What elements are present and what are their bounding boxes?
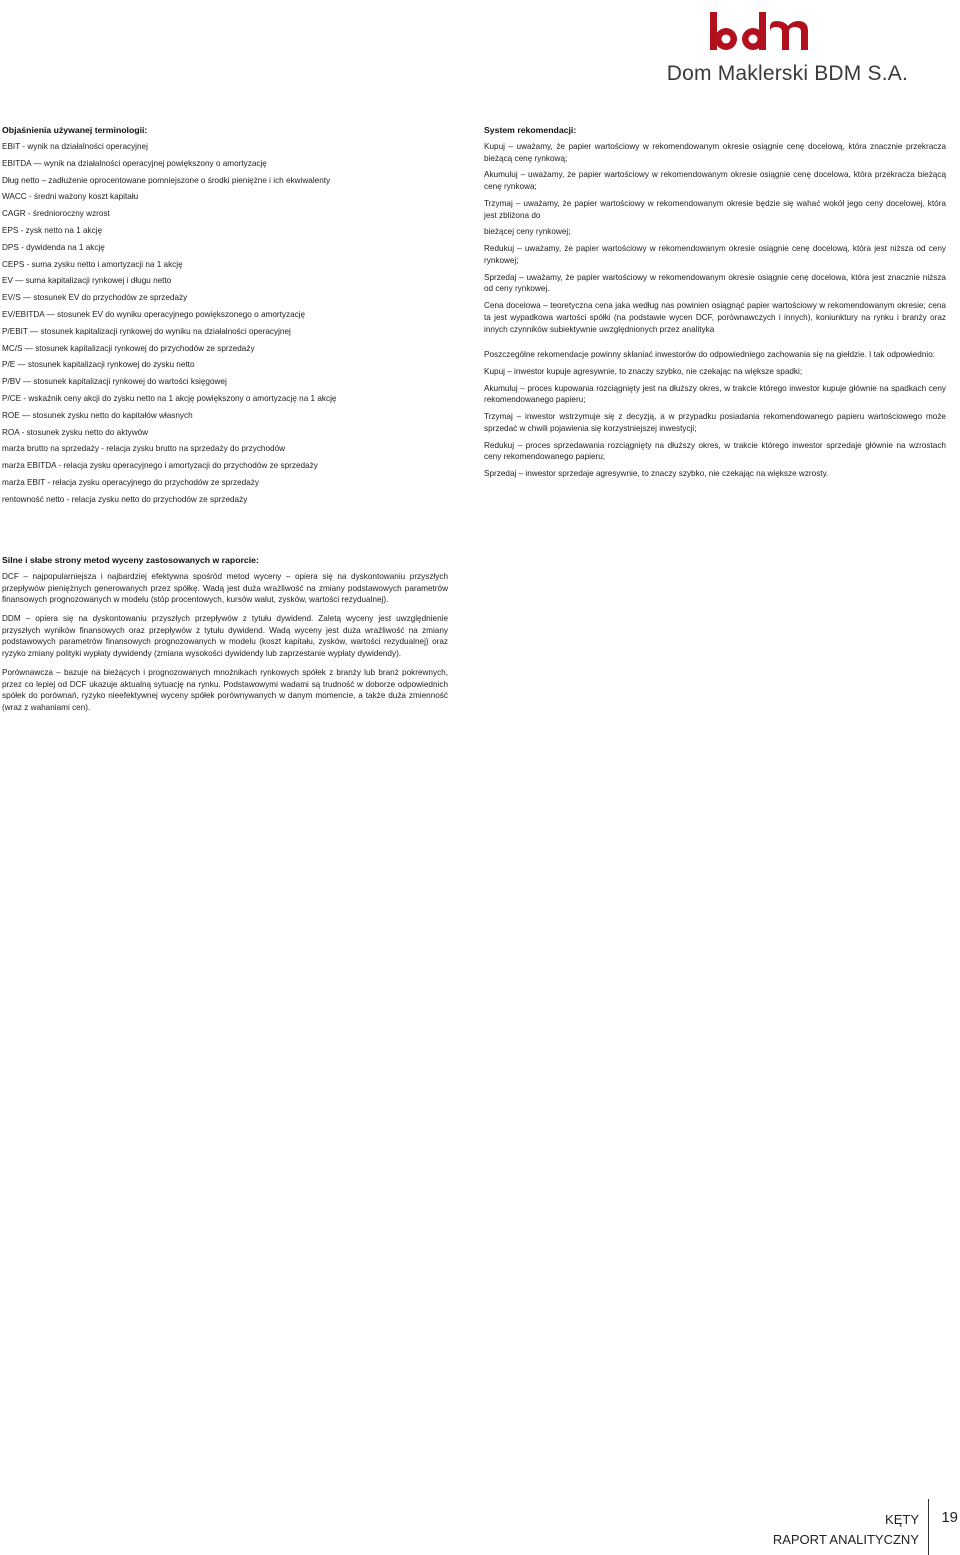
term-item: MC/S — stosunek kapitalizacji rynkowej do przychodów ze sprzedaży <box>2 343 255 353</box>
recommendation-paragraph: Redukuj – proces sprzedawania rozciągnięty na dłuższy okres, w trakcie którego inwestor sprzedaje głównie na wzrostach ceny rekomendowanego papieru; <box>484 440 946 462</box>
recommendation-paragraph: Kupuj – uważamy, że papier wartościowy w rekomendowanym okresie osiągnie cenę docelową, która znacznie przekracza bieżącą cenę rynkową; <box>484 142 946 163</box>
term-item: EV/EBITDA — stosunek EV do wyniku operacyjnego powiększonego o amortyzację <box>2 309 306 319</box>
term-item: P/EBIT — stosunek kapitalizacji rynkowej do wyniku na działalności operacyjnej <box>2 326 291 336</box>
company-name: Dom Maklerski BDM S.A. <box>666 62 908 85</box>
page-number: 19 <box>941 1509 958 1526</box>
recommendation-paragraph: Akumuluj – proces kupowania rozciągnięty jest na dłuższy okres, w trakcie którego inwestor kupuje głównie na spadkach ceny rekomendowanego papieru; <box>484 383 946 405</box>
recommendation-paragraph: Poszczególne rekomendacje powinny skłaniać inwestorów do odpowiedniego zachowania się na giełdzie. I tak odpowiednio: <box>484 350 936 360</box>
recommendation-paragraph: Cena docelowa – teoretyczna cena jaka według nas powinien osiągnąć papier wartościowy w rekomendowanym okresie; cena ta jest wypadkowa wartości spółki (na podstawie wycen DCF, porównawczych i innych), koniunktury na rynku i branży oraz innych czynników subiektywnie uwzględnionych przez analityka <box>484 301 946 334</box>
recommendation-section <box>484 125 946 485</box>
term-item: P/CE - wskaźnik ceny akcji do zysku netto na 1 akcję powiększony o amortyzację na 1 akcję <box>2 393 337 403</box>
method-paragraph: DDM – opiera się na dyskontowaniu przyszłych przepływów z tytułu dywidend. Zaletą wyceny jest uwzględnienie przyszłych wyników finansowych oraz przepływów z tytułu dywidend. Wadą wyceny jest duża wrażliwość na zmiany podstawowych parametrów finansowych prognozowanych w modelu (koszt kapitału, zysków, wartości rezydualnej) oraz ryzyko zmiany polityki wypłaty dywidendy (zmiana wysokości dywidendy lub zaprzestanie wypłaty dywidendy). <box>2 614 448 659</box>
method-paragraph: DCF – najpopularniejsza i najbardziej efektywna spośród metod wyceny – opiera się na dyskontowaniu przyszłych przepływów pieniężnych generowanych przez spółkę. Wadą jest duża wrażliwość na zmiany podstawowych parametrów finansowych prognozowanych w modelu (stóp procentowych, kursów walut, zysków, wartości rezydualnej). <box>2 572 448 605</box>
footer-divider <box>928 1499 929 1555</box>
recommendation-paragraph: Akumuluj – uważamy, że papier wartościowy w rekomendowanym okresie osiągnie cenę docelowa, która przekracza bieżącą cenę rynkowa; <box>484 170 946 192</box>
terminology-section <box>2 125 442 511</box>
footer-company: KĘTY <box>885 1512 919 1527</box>
recommendation-paragraph: Trzymaj – uważamy, że papier wartościowy w rekomendowanym okresie będzie się wahać wokół jego ceny docelowej, która jest zbliżona do <box>484 198 946 220</box>
recommendation-paragraph: Sprzedaj – uważamy, że papier wartościowy w rekomendowanym okresie osiągnie cenę docelowa, która jest znacznie niższa od ceny rynkowej. <box>484 272 946 294</box>
recommendation-paragraph: bieżącej ceny rynkowej; <box>484 227 571 237</box>
term-item: EV/S — stosunek EV do przychodów ze sprzedaży <box>2 293 188 303</box>
term-item: P/E — stosunek kapitalizacji rynkowej do zysku netto <box>2 360 195 370</box>
term-item: EPS - zysk netto na 1 akcję <box>2 225 103 235</box>
bdm-logo <box>618 10 908 90</box>
recommendation-paragraph: Redukuj – uważamy, że papier wartościowy w rekomendowanym okresie osiągnie cenę docelową, która jest niższa od ceny rynkowej; <box>484 244 946 265</box>
term-item: EBITDA — wynik na działalności operacyjnej powiększony o amortyzację <box>2 158 267 168</box>
term-item: marża brutto na sprzedaży - relacja zysku brutto na sprzedaży do przychodów <box>2 444 286 454</box>
terminology-title: Objaśnienia używanej terminologii: <box>2 125 148 135</box>
term-item: marża EBIT - relacja zysku operacyjnego do przychodów ze sprzedaży <box>2 477 259 487</box>
recommendation-paragraph: Sprzedaj – inwestor sprzedaje agresywnie, to znaczy szybko, nie czekając na większe wzrosty. <box>484 469 829 479</box>
footer-report-type: RAPORT ANALITYCZNY <box>772 1532 919 1547</box>
method-paragraph: Porównawcza – bazuje na bieżących i prognozowanych mnożnikach rynkowych spółek z branży lub branż pokrewnych, przez co lepiej od DCF ukazuje aktualną sytuację na rynku. Podstawowymi wadami są trudność w doborze odpowiednich spółek do porównań, ryzyko nieefektywnej wyceny spółek porównywanych w danym momencie, a także duża zmienność (wraz z wahaniami cen). <box>2 668 448 712</box>
term-item: EBIT - wynik na działalności operacyjnej <box>2 142 148 151</box>
term-item: rentowność netto - relacja zysku netto do przychodów ze sprzedaży <box>2 494 248 504</box>
page-footer <box>720 1495 960 1555</box>
term-item: CAGR - średnioroczny wzrost <box>2 209 110 219</box>
bdm-logo-mark <box>708 10 812 56</box>
term-item: EV — suma kapitalizacji rynkowej i długu netto <box>2 276 172 286</box>
recommendation-paragraph: Trzymaj – inwestor wstrzymuje się z decyzją, a w przypadku posiadania rekomendowanego papieru wartościowego może sprzedać w chwili pojawienia się korzystniejszej inwestycji; <box>484 412 946 433</box>
recommendation-paragraph: Kupuj – inwestor kupuje agresywnie, to znaczy szybko, nie czekając na większe spadki; <box>484 366 803 376</box>
term-item: Dług netto – zadłużenie oprocentowane pomniejszone o środki pieniężne i ich ekwiwalenty <box>2 175 331 185</box>
term-item: WACC - średni ważony koszt kapitału <box>2 192 139 202</box>
term-item: DPS - dywidenda na 1 akcję <box>2 242 105 252</box>
term-item: CEPS - suma zysku netto i amortyzacji na 1 akcję <box>2 259 183 269</box>
footer-label <box>773 1510 919 1550</box>
term-item: marża EBITDA - relacja zysku operacyjnego i amortyzacji do przychodów ze sprzedaży <box>2 461 318 471</box>
recommendation-title: System rekomendacji: <box>484 125 577 135</box>
term-item: ROE — stosunek zysku netto do kapitałów własnych <box>2 410 193 420</box>
term-item: P/BV — stosunek kapitalizacji rynkowej do wartości księgowej <box>2 377 227 387</box>
valuation-methods-title: Silne i słabe strony metod wyceny zastosowanych w raporcie: <box>2 555 259 565</box>
term-item: ROA - stosunek zysku netto do aktywów <box>2 427 149 437</box>
valuation-methods-section <box>2 555 448 721</box>
